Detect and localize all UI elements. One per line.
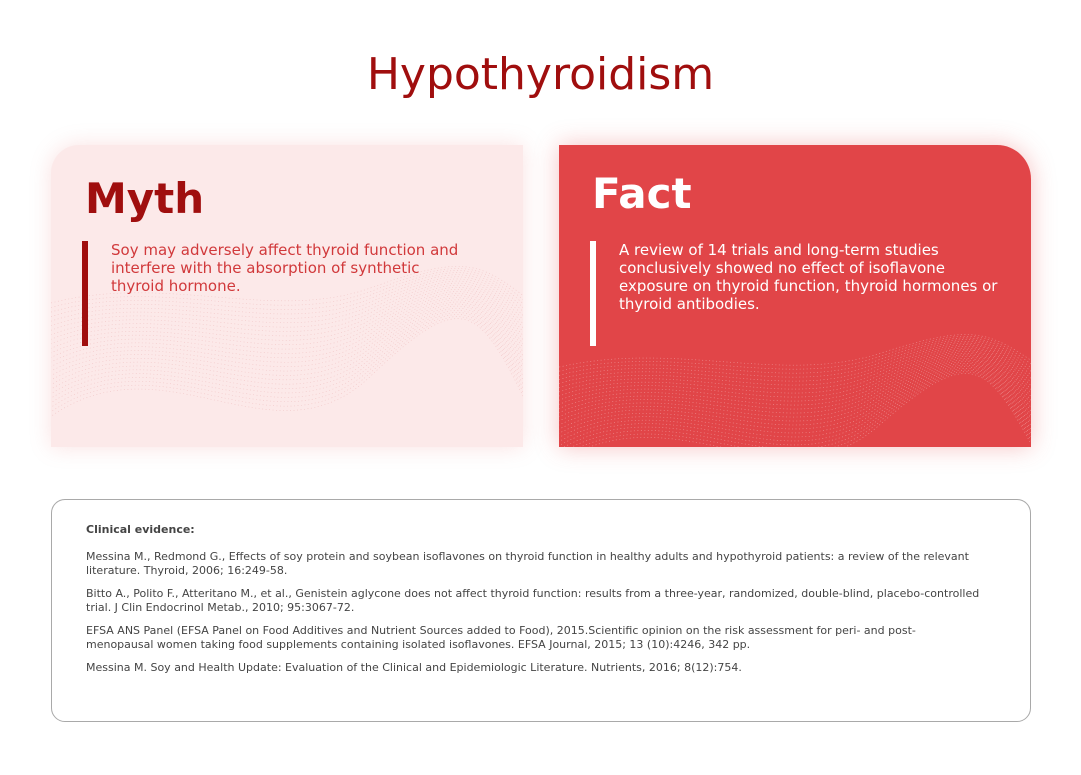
fact-text: A review of 14 trials and long-term studies conclusively showed no effect of isoflavone exposure on thyroid function, thyroid hormones or thyroid antibodies. — [619, 241, 998, 313]
reference-list — [86, 550, 981, 684]
clinical-evidence-box — [51, 499, 1031, 722]
fact-accent-bar — [590, 241, 596, 346]
reference-item: EFSA ANS Panel (EFSA Panel on Food Additives and Nutrient Sources added to Food), 2015.Scientific opinion on the risk assessment for peri- and post-menopausal women taking food supplements containing isolated isoflavones. EFSA Journal, 2015; 13 (10):4246, 342 pp. — [86, 624, 916, 651]
reference-item: Messina M., Redmond G., Effects of soy protein and soybean isoflavones on thyroid function in healthy adults and hypothyroid patients: a review of the relevant literature. Thyroid, 2006; 16:249-58. — [86, 550, 969, 577]
reference-item: Messina M. Soy and Health Update: Evaluation of the Clinical and Epidemiologic Literature. Nutrients, 2016; 8(12):754. — [86, 661, 742, 674]
page-title: Hypothyroidism — [366, 49, 715, 100]
fact-heading: Fact — [592, 169, 692, 218]
reference-item: Bitto A., Polito F., Atteritano M., et al., Genistein aglycone does not affect thyroid function: results from a three-year, randomized, double-blind, placebo-controlled trial. J Clin Endocrinol Metab., 2010; 95:3067-72. — [86, 587, 980, 614]
myth-heading: Myth — [85, 174, 205, 223]
myth-card — [51, 145, 523, 447]
myth-text: Soy may adversely affect thyroid function and interfere with the absorption of synthetic thyroid hormone. — [111, 241, 459, 295]
fact-card — [559, 145, 1031, 447]
clinical-evidence-title: Clinical evidence: — [86, 523, 195, 536]
myth-accent-bar — [82, 241, 88, 346]
